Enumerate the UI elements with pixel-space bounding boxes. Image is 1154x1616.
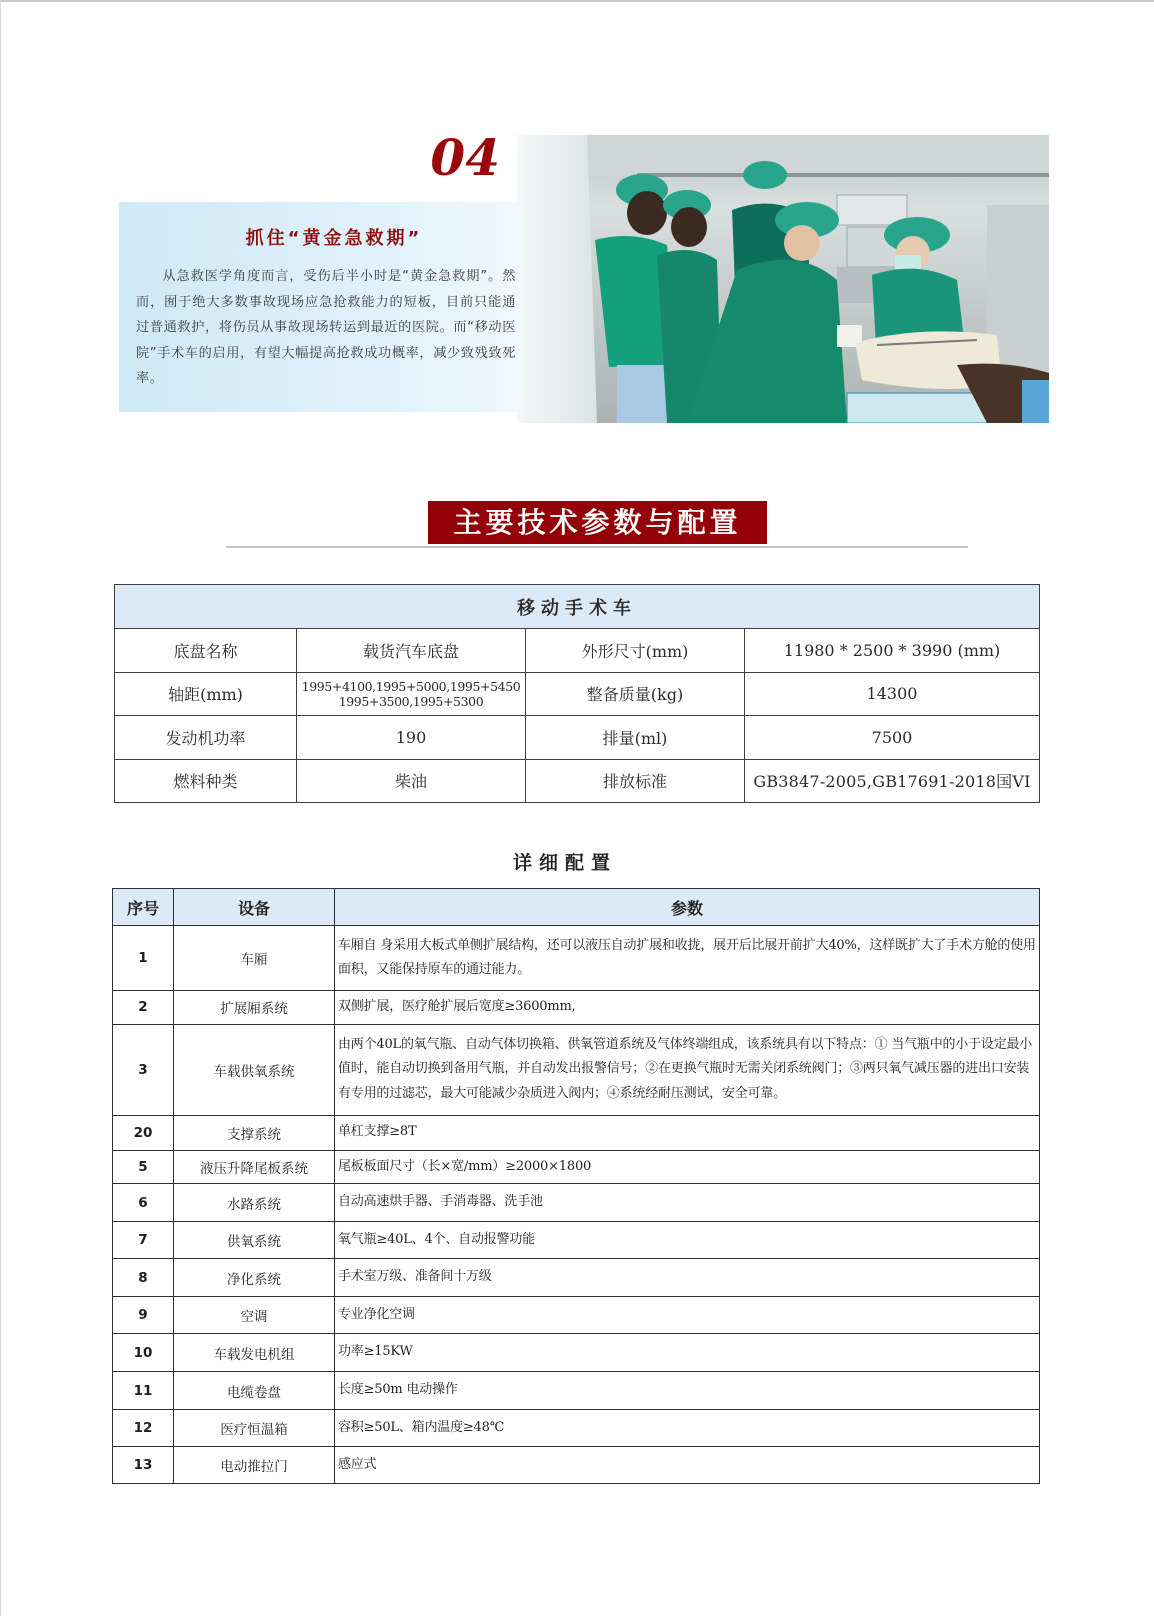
row-params: 氧气瓶≥40L、4个、自动报警功能	[335, 1222, 1040, 1259]
header-device: 设备	[174, 889, 335, 926]
surgery-photo-illustration	[517, 135, 1049, 423]
row-device: 电缆卷盘	[174, 1372, 335, 1410]
intro-callout-box	[119, 202, 559, 412]
row-device: 净化系统	[174, 1259, 335, 1297]
spec-value: GB3847-2005,GB17691-2018国VI	[745, 759, 1040, 803]
row-device: 扩展厢系统	[174, 991, 335, 1025]
spec-value-wheelbase	[297, 672, 526, 716]
row-index: 7	[113, 1222, 174, 1259]
row-index: 13	[113, 1447, 174, 1484]
row-index: 3	[113, 1024, 174, 1115]
table-row	[113, 1115, 1040, 1150]
spec-row	[115, 672, 1040, 716]
spec-value: 11980 * 2500 * 3990 (mm)	[745, 629, 1040, 673]
row-index: 12	[113, 1410, 174, 1447]
spec-label: 发动机功率	[115, 716, 297, 760]
table-row	[113, 1184, 1040, 1222]
spec-label: 整备质量(kg)	[526, 672, 745, 716]
spec-table-caption: 移动手术车	[115, 585, 1040, 629]
row-index: 2	[113, 991, 174, 1025]
row-device: 车载发电机组	[174, 1334, 335, 1372]
spec-label: 轴距(mm)	[115, 672, 297, 716]
table-row	[113, 1334, 1040, 1372]
table-row	[113, 926, 1040, 991]
header-params: 参数	[335, 889, 1040, 926]
row-index: 6	[113, 1184, 174, 1222]
spec-label: 底盘名称	[115, 629, 297, 673]
table-row	[113, 1372, 1040, 1410]
table-row	[113, 1222, 1040, 1259]
page-left-border	[0, 0, 1, 1616]
table-row	[113, 1447, 1040, 1484]
spec-label: 燃料种类	[115, 759, 297, 803]
row-index: 5	[113, 1150, 174, 1184]
row-params: 尾板板面尺寸（长×宽/mm）≥2000×1800	[335, 1150, 1040, 1184]
header-index: 序号	[113, 889, 174, 926]
row-params: 手术室万级、准备间十万级	[335, 1259, 1040, 1297]
row-device: 电动推拉门	[174, 1447, 335, 1484]
table-row	[113, 1259, 1040, 1297]
row-device: 车载供氧系统	[174, 1024, 335, 1115]
row-device: 空调	[174, 1297, 335, 1334]
page-top-border	[0, 0, 1154, 2]
row-device: 支撑系统	[174, 1115, 335, 1150]
detail-header-row	[113, 889, 1040, 926]
spec-value: 190	[297, 716, 526, 760]
row-params: 自动高速烘手器、手消毒器、洗手池	[335, 1184, 1040, 1222]
row-device: 车厢	[174, 926, 335, 991]
spec-label: 排放标准	[526, 759, 745, 803]
table-row	[113, 991, 1040, 1025]
row-params: 单杠支撑≥8T	[335, 1115, 1040, 1150]
row-params: 车厢自 身采用大板式单侧扩展结构，还可以液压自动扩展和收拢，展开后比展开前扩大40%，这样既扩大了手术方舱的使用面积，又能保持原车的通过能力。	[335, 926, 1040, 991]
detail-config-table	[112, 888, 1040, 1484]
row-params: 感应式	[335, 1447, 1040, 1484]
row-params: 功率≥15KW	[335, 1334, 1040, 1372]
row-device: 供氧系统	[174, 1222, 335, 1259]
table-row	[113, 1150, 1040, 1184]
row-index: 9	[113, 1297, 174, 1334]
wheelbase-line-1: 1995+4100,1995+5000,1995+5450	[301, 678, 521, 694]
spec-table	[114, 584, 1040, 803]
spec-row	[115, 629, 1040, 673]
spec-row	[115, 759, 1040, 803]
spec-value: 柴油	[297, 759, 526, 803]
table-row	[113, 1297, 1040, 1334]
row-params: 专业净化空调	[335, 1297, 1040, 1334]
spec-value: 14300	[745, 672, 1040, 716]
spec-value: 7500	[745, 716, 1040, 760]
detail-section-title: 详细配置	[512, 852, 617, 874]
row-device: 医疗恒温箱	[174, 1410, 335, 1447]
title-underline-rule	[226, 546, 968, 548]
intro-body-text: 从急救医学角度而言，受伤后半小时是“黄金急救期”。然而，囿于绝大多数事故现场应急抢救能力的短板，目前只能通过普通救护，将伤员从事故现场转运到最近的医院。而“移动医院”手术车的启用，有望大幅提高抢救成功概率，减少致残致死率。	[136, 269, 516, 386]
row-params: 双侧扩展，医疗舱扩展后宽度≥3600mm,	[335, 991, 1040, 1025]
row-index: 10	[113, 1334, 174, 1372]
table-row	[113, 1410, 1040, 1447]
intro-title: 抓住“黄金急救期”	[245, 228, 423, 249]
row-index: 8	[113, 1259, 174, 1297]
main-section-title: 主要技术参数与配置	[428, 501, 767, 544]
surgery-photo	[517, 135, 1049, 423]
row-params: 容积≥50L、箱内温度≥48℃	[335, 1410, 1040, 1447]
spec-label: 外形尺寸(mm)	[526, 629, 745, 673]
row-index: 1	[113, 926, 174, 991]
spec-value: 载货汽车底盘	[297, 629, 526, 673]
spec-row	[115, 716, 1040, 760]
row-params: 长度≥50m 电动操作	[335, 1372, 1040, 1410]
row-params: 由两个40L的氧气瓶、自动气体切换箱、供氧管道系统及气体终端组成，该系统具有以下特点：① 当气瓶中的小于设定最小值时，能自动切换到备用气瓶，并自动发出报警信号；②在更换气瓶时无需关闭系统阀门；③两只氧气减压器的进出口安装有专用的过滤芯，最大可能减少杂质进入阀内；④系统经耐压测试，安全可靠。	[335, 1024, 1040, 1115]
spec-label: 排量(ml)	[526, 716, 745, 760]
row-index: 20	[113, 1115, 174, 1150]
table-row	[113, 1024, 1040, 1115]
row-index: 11	[113, 1372, 174, 1410]
spec-table-caption-row	[115, 585, 1040, 629]
row-device: 水路系统	[174, 1184, 335, 1222]
section-number: 04	[430, 128, 500, 187]
wheelbase-line-2: 1995+3500,1995+5300	[338, 693, 484, 709]
row-device: 液压升降尾板系统	[174, 1150, 335, 1184]
